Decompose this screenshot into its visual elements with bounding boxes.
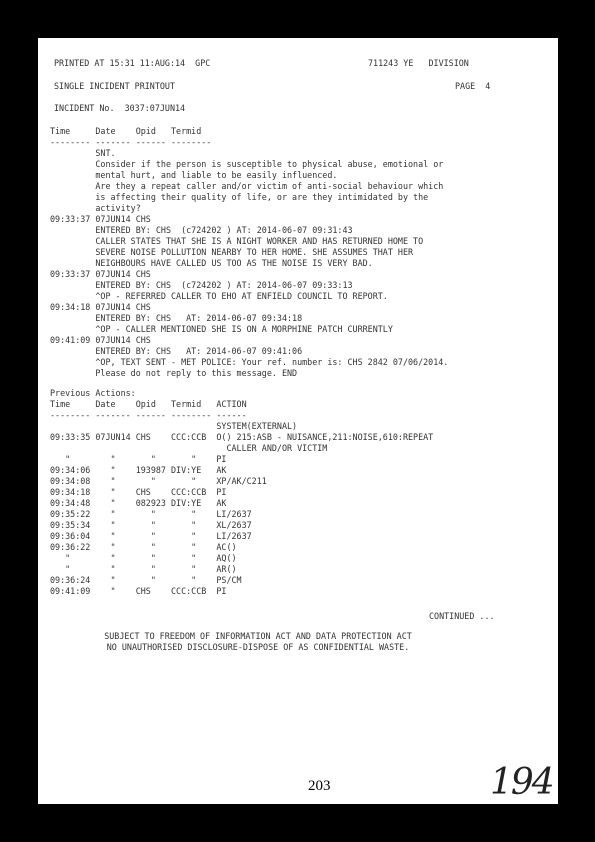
incident-log: Time Date Opid Termid -------- ------- ------ -------- SNT. Consider if the person is susceptible to physical abuse, emotional or mental hurt, and liable to be easily influenced. Are they a repeat caller and/or victim of anti-social behaviour which is affecting their quality of life, or are they intimidated by the activity? 09:33:37 07JUN14 CHS ENTERED BY: CHS (c724202 ) AT: 2014-06-07 09:31:43 CALLER STATES THAT SHE IS A NIGHT WORKER AND HAS RETURNED HOME TO SEVERE NOISE POLLUTION NEARBY TO HER HOME. SHE ASSUMES THAT HER NEIGHBOURS HAVE CALLED US TOO AS THE NOISE IS VERY BAD. 09:33:37 07JUN14 CHS ENTERED BY: CHS (c724202 ) AT: 2014-06-07 09:33:13 ^OP - REFERRED CALLER TO EHO AT ENFIELD COUNCIL TO REPORT. 09:34:18 07JUN14 CHS ENTERED BY: CHS AT: 2014-06-07 09:34:18 ^OP - CALLER MENTIONED SHE IS ON A MORPHINE PATCH CURRENTLY 09:41:09 07JUN14 CHS ENTERED BY: CHS AT: 2014-06-07 09:41:06 ^OP, TEXT SENT - MET POLICE: Your ref. number is: CHS 2842 07/06/2014. Please do not reply to this message. END [50,126,449,378]
page-label: PAGE 4 [455,81,491,91]
document-page [38,38,558,804]
footer-page-number: 203 [308,778,331,794]
previous-actions: Previous Actions: Time Date Opid Termid ACTION -------- ------- ------ -------- ------ SYSTEM(EXTERNAL) 09:33:35 07JUN14 CHS CCC:CCB O() 215:ASB - NUISANCE,211:NOISE,610:REPEAT CALLER AND/OR VICTIM " " " " PI 09:34:06 " 193987 DIV:YE AK 09:34:08 " " " XP/AK/C211 09:34:18 " CHS CCC:CCB PI 09:34:48 " 082923 DIV:YE AK 09:35:22 " " " LI/2637 09:35:34 " " " XL/2637 09:36:04 " " " LI/2637 09:36:22 " " " AC() " " " " AQ() " " " " AR() 09:36:24 " " " PS/CM 09:41:09 " CHS CCC:CCB PI [50,388,434,596]
continued-label: CONTINUED ... [429,611,495,621]
printed-at: PRINTED AT 15:31 11:AUG:14 GPC [54,58,211,68]
document-title: SINGLE INCIDENT PRINTOUT [54,81,176,91]
incident-number: INCIDENT No. 3037:07JUN14 [54,103,186,113]
disclaimer: SUBJECT TO FREEDOM OF INFORMATION ACT AND DATA PROTECTION ACT NO UNAUTHORISED DISCLOSURE-DISPOSE OF AS CONFIDENTIAL WASTE. [104,631,412,652]
handwritten-number: 194 [490,762,553,803]
division: 711243 YE DIVISION [368,58,469,68]
